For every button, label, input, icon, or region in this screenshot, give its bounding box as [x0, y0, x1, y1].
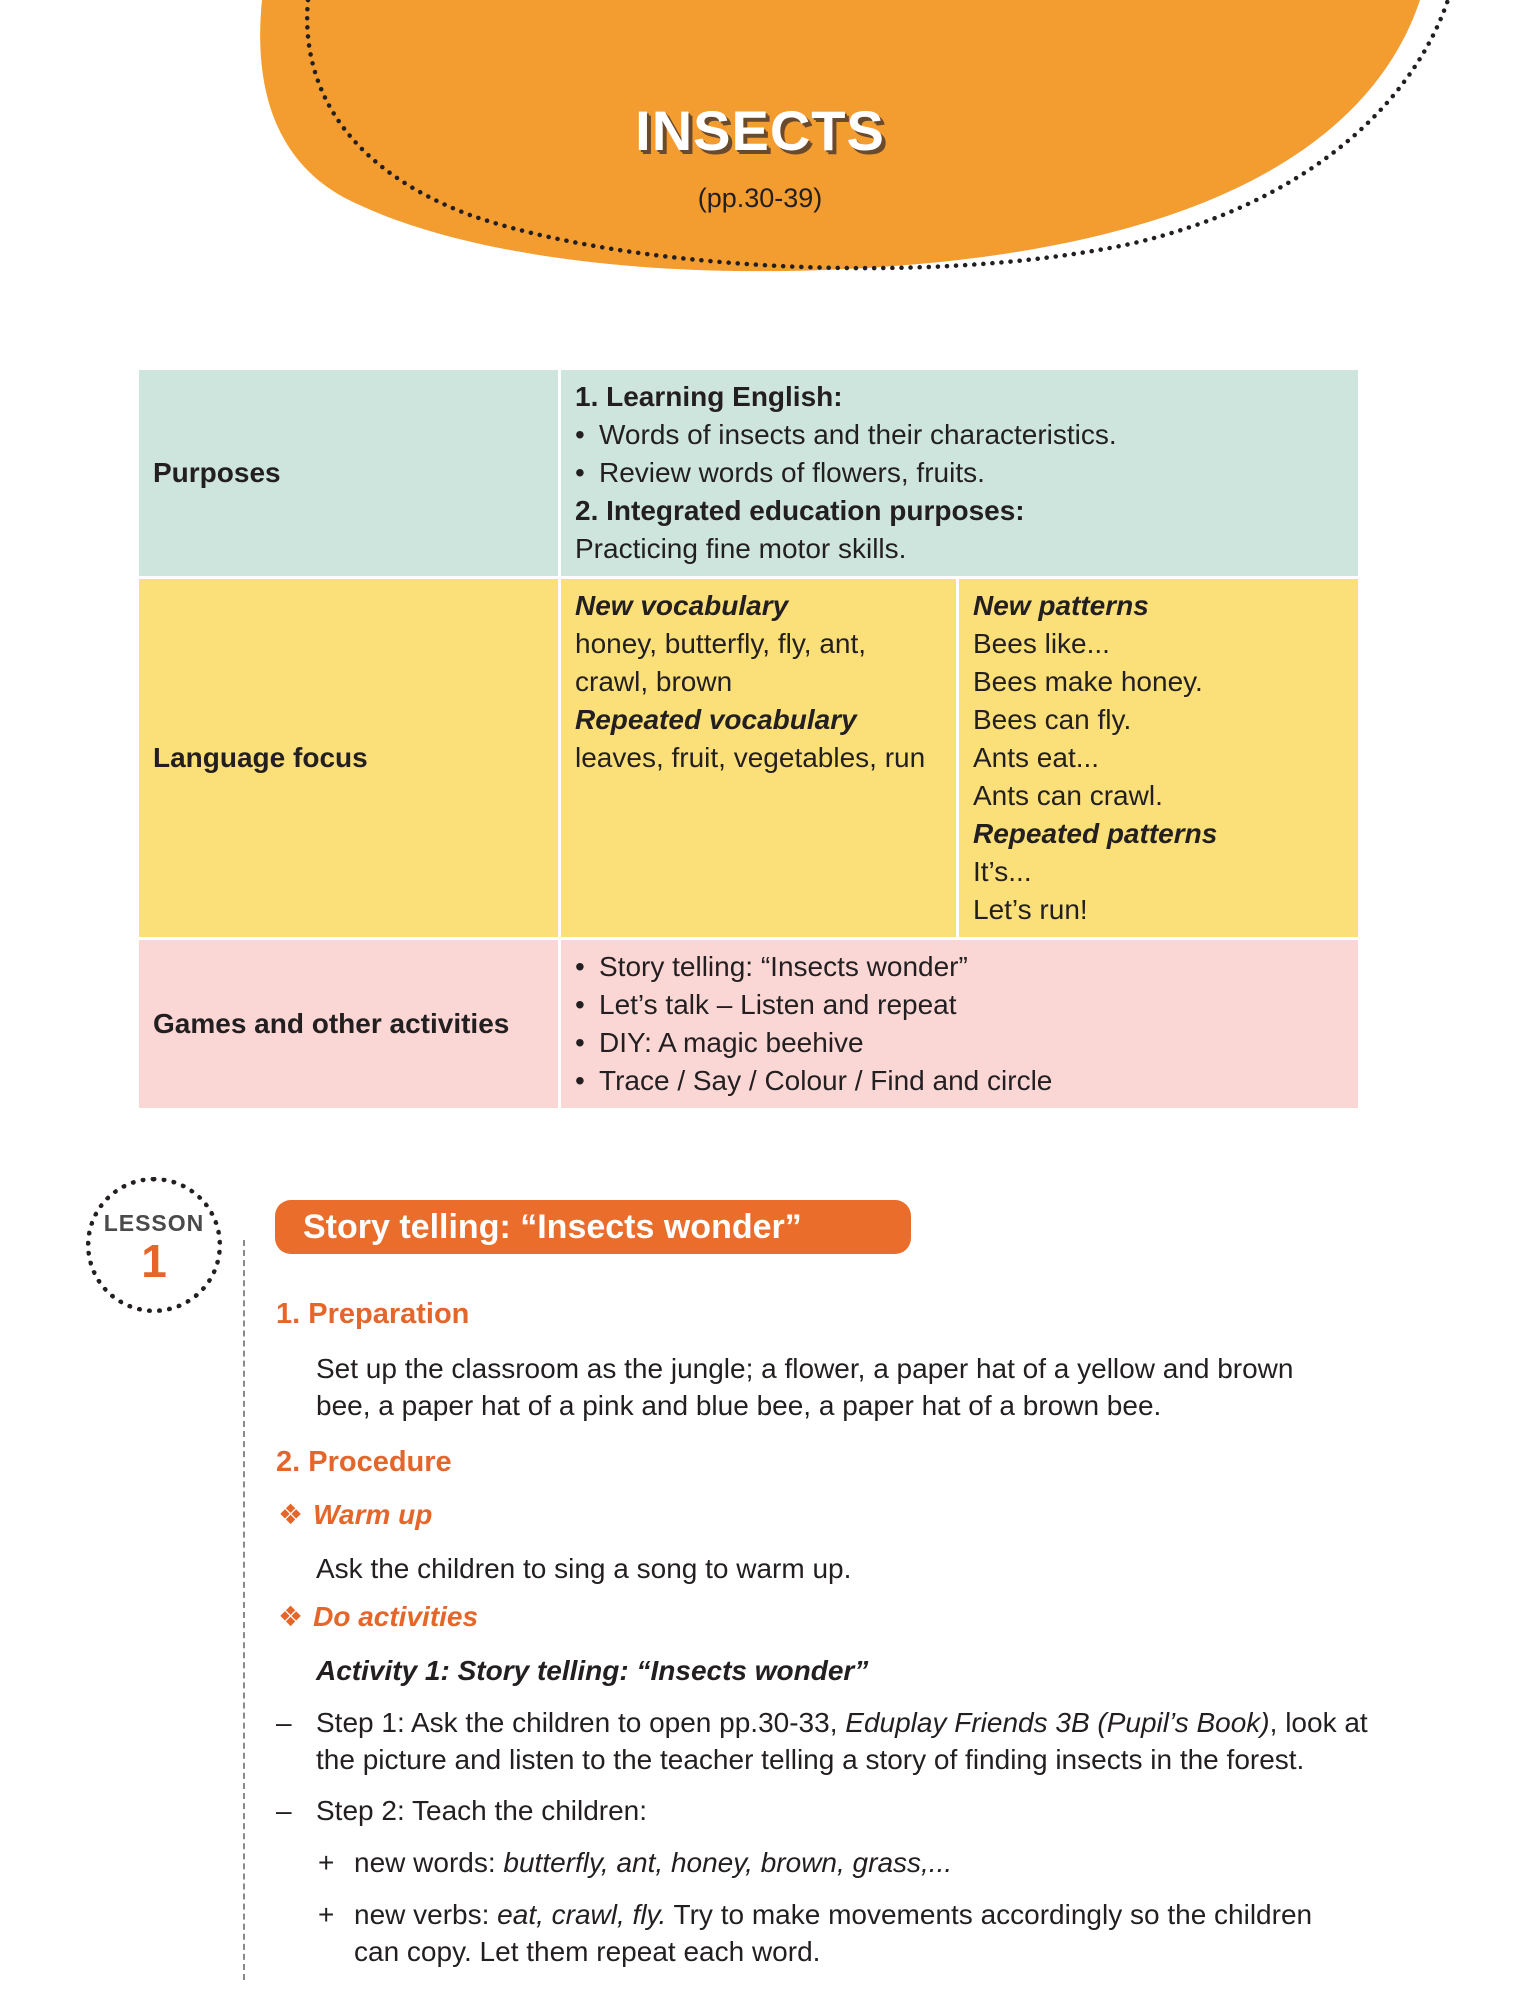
new-patterns-heading: New patterns [973, 590, 1149, 621]
patterns-cell [958, 578, 1360, 939]
preparation-line: bee, a paper hat of a pink and blue bee, a paper hat of a brown bee. [316, 1390, 1162, 1421]
pattern-line: Bees make honey. [973, 666, 1203, 697]
dash-marker: – [276, 1707, 292, 1738]
repeated-vocabulary-heading: Repeated vocabulary [575, 704, 857, 735]
purposes-heading-1: 1. Learning English: [575, 381, 843, 412]
new-verbs-rest: Try to make movements accordingly so the children [666, 1899, 1313, 1930]
lesson-divider [243, 1240, 245, 1980]
activities-heading [278, 1600, 478, 1633]
preparation-line: Set up the classroom as the jungle; a flower, a paper hat of a yellow and brown [316, 1353, 1294, 1384]
lesson-badge-number: 1 [141, 1235, 167, 1287]
step-1-text [316, 1704, 1396, 1778]
vocabulary-line: honey, butterfly, fly, ant, [575, 628, 867, 659]
lesson-badge-word: LESSON [103, 1210, 205, 1236]
warmup-label: Warm up [313, 1499, 433, 1530]
purposes-row [138, 369, 1360, 578]
new-words-label: new words: [354, 1847, 504, 1878]
step-1-line-2: the picture and listen to the teacher telling a story of finding insects in the forest. [316, 1744, 1305, 1775]
new-verbs-line-2: can copy. Let them repeat each word. [354, 1936, 821, 1967]
games-bullet: • Trace / Say / Colour / Find and circle [575, 1062, 1344, 1100]
games-bullet: • Story telling: “Insects wonder” [575, 948, 1344, 986]
new-vocabulary-heading: New vocabulary [575, 590, 789, 621]
activity-1-title: Activity 1: Story telling: “Insects wonder” [316, 1655, 869, 1686]
pattern-line: Bees like... [973, 628, 1110, 659]
plus-marker: + [318, 1847, 335, 1878]
vocabulary-cell [560, 578, 958, 939]
vocabulary-line: crawl, brown [575, 666, 733, 697]
new-verbs-list: eat, crawl, fly. [497, 1899, 667, 1930]
page-range: (pp.30-39) [697, 183, 823, 213]
activities-label: Do activities [313, 1601, 479, 1632]
warmup-heading [278, 1498, 432, 1531]
preparation-heading: 1. Preparation [276, 1298, 470, 1330]
purposes-heading-2: 2. Integrated education purposes: [575, 495, 1025, 526]
overview-table [136, 367, 1361, 1111]
dash-marker: – [276, 1795, 292, 1826]
new-words-list: butterfly, ant, honey, brown, grass,... [503, 1847, 953, 1878]
purposes-bullet: • Words of insects and their characteristics. [575, 416, 1344, 454]
diamond-bullet-icon: ❖ [278, 1499, 304, 1530]
purposes-text: Practicing fine motor skills. [575, 533, 907, 564]
plus-marker: + [318, 1899, 335, 1930]
step-1-part: , look at [1269, 1707, 1368, 1738]
new-verbs-text [354, 1896, 1394, 1970]
procedure-heading: 2. Procedure [276, 1446, 452, 1478]
language-focus-row [138, 578, 1360, 939]
pattern-line: Bees can fly. [973, 704, 1132, 735]
purposes-bullet: • Review words of flowers, fruits. [575, 454, 1344, 492]
new-words-text [354, 1844, 1394, 1881]
lesson-title: Story telling: “Insects wonder” [275, 1200, 911, 1254]
purposes-label: Purposes [138, 369, 560, 578]
pattern-line: It’s... [973, 856, 1032, 887]
language-focus-label: Language focus [138, 578, 560, 939]
pattern-line: Ants can crawl. [973, 780, 1163, 811]
games-content [560, 939, 1360, 1110]
games-row [138, 939, 1360, 1110]
warmup-text: Ask the children to sing a song to warm up. [316, 1553, 852, 1584]
lesson-badge [86, 1177, 222, 1313]
step-1-part: Step 1: Ask the children to open pp.30-33, [316, 1707, 846, 1738]
book-title: Eduplay Friends 3B (Pupil’s Book) [845, 1707, 1270, 1738]
games-bullet: • DIY: A magic beehive [575, 1024, 1344, 1062]
page-title: INSECTS [635, 99, 885, 162]
purposes-content [560, 369, 1360, 578]
new-verbs-label: new verbs: [354, 1899, 498, 1930]
pattern-line: Let’s run! [973, 894, 1088, 925]
repeated-patterns-heading: Repeated patterns [973, 818, 1218, 849]
games-label: Games and other activities [138, 939, 560, 1110]
step-2-text: Step 2: Teach the children: [316, 1795, 648, 1826]
diamond-bullet-icon: ❖ [278, 1601, 304, 1632]
preparation-text [316, 1350, 1293, 1424]
vocabulary-line: leaves, fruit, vegetables, run [575, 742, 926, 773]
pattern-line: Ants eat... [973, 742, 1100, 773]
games-bullet: • Let’s talk – Listen and repeat [575, 986, 1344, 1024]
